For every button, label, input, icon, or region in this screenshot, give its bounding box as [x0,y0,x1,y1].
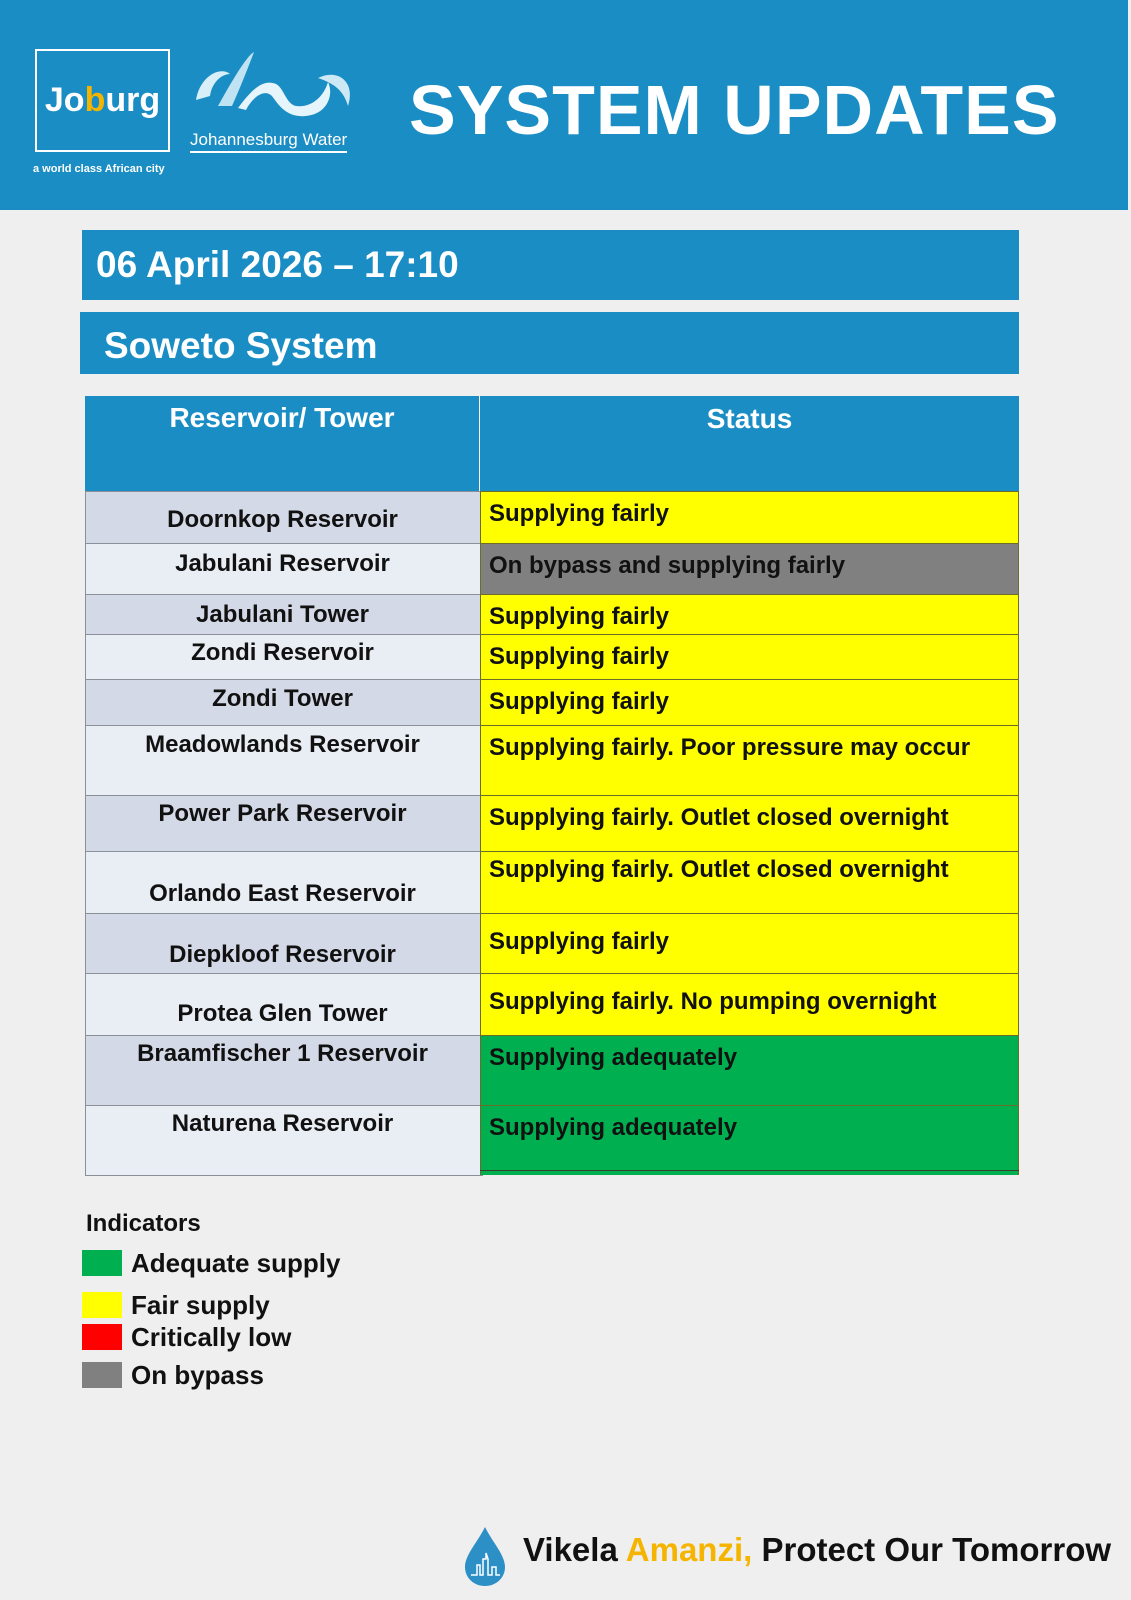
legend-swatch [82,1362,122,1388]
footer-slogan [463,1525,1128,1591]
reservoir-name: Zondi Reservoir [85,634,480,679]
legend-swatch [82,1324,122,1350]
indicators-title: Indicators [86,1210,201,1237]
status-cell: Supplying fairly. Outlet closed overnight [480,851,1019,913]
status-cell: Supplying fairly. Outlet closed overnight [480,795,1019,851]
table-row [85,679,1019,725]
water-drop-icon [463,1525,507,1587]
table-row [85,1035,1019,1105]
system-name-bar: Soweto System [80,312,1019,374]
table-row [85,1105,1019,1175]
johannesburg-water-logo-icon [188,48,363,118]
footer-text-part3: Protect Our Tomorrow [752,1531,1112,1568]
joburg-logo [35,49,170,152]
legend-swatch [82,1250,122,1276]
status-cell: Supplying fairly [480,679,1019,725]
status-cell: Supplying adequately [480,1035,1019,1105]
status-cell: Supplying fairly. Poor pressure may occur [480,725,1019,795]
status-cell: Supplying adequately [480,1105,1019,1175]
table-bottom-border [85,1175,483,1176]
status-cell: Supplying fairly [480,913,1019,973]
legend-swatch [82,1292,122,1318]
reservoir-name: Meadowlands Reservoir [85,725,480,795]
status-bottom-border [480,1170,1019,1171]
table-row [85,795,1019,851]
status-cell: Supplying fairly [480,594,1019,634]
reservoir-name: Jabulani Tower [85,594,480,634]
status-cell: Supplying fairly [480,634,1019,679]
status-cell: Supplying fairly. No pumping overnight [480,973,1019,1035]
reservoir-name: Zondi Tower [85,679,480,725]
table-row [85,634,1019,679]
joburg-logo-text-left: Jo [44,81,85,119]
status-cell: On bypass and supplying fairly [480,543,1019,594]
footer-text-part1: Vikela [523,1531,626,1568]
column-header-reservoir: Reservoir/ Tower [85,396,480,491]
reservoir-name: Orlando East Reservoir [85,851,480,913]
header-banner [0,0,1128,210]
table-row [85,913,1019,973]
status-cell: Supplying fairly [480,491,1019,543]
legend-label: Fair supply [131,1290,270,1320]
joburg-logo-text-dot: b [84,81,106,119]
reservoir-name: Jabulani Reservoir [85,543,480,594]
reservoir-name: Naturena Reservoir [85,1105,480,1175]
legend-label: Critically low [131,1322,292,1352]
date-time-bar: 06 April 2026 – 17:10 [82,230,1019,300]
table-row [85,491,1019,543]
legend-label: Adequate supply [131,1248,341,1278]
joburg-tagline: a world class African city [33,163,165,175]
table-row [85,594,1019,634]
table-row [85,973,1019,1035]
reservoir-name: Braamfischer 1 Reservoir [85,1035,480,1105]
table-row [85,543,1019,594]
reservoir-name: Doornkop Reservoir [85,491,480,543]
table-row [85,851,1019,913]
column-header-status: Status [480,396,1019,496]
table-left-border [85,491,86,1176]
footer-text-highlight: Amanzi, [625,1531,753,1568]
footer-slogan-text [523,1531,1111,1569]
reservoir-name: Protea Glen Tower [85,973,480,1035]
page-title: SYSTEM UPDATES [409,71,1060,149]
reservoir-name: Diepkloof Reservoir [85,913,480,973]
legend-label: On bypass [131,1360,264,1390]
johannesburg-water-name: Johannesburg Water [190,130,347,153]
reservoir-name: Power Park Reservoir [85,795,480,851]
table-row [85,725,1019,795]
joburg-logo-text-right: urg [105,81,161,119]
